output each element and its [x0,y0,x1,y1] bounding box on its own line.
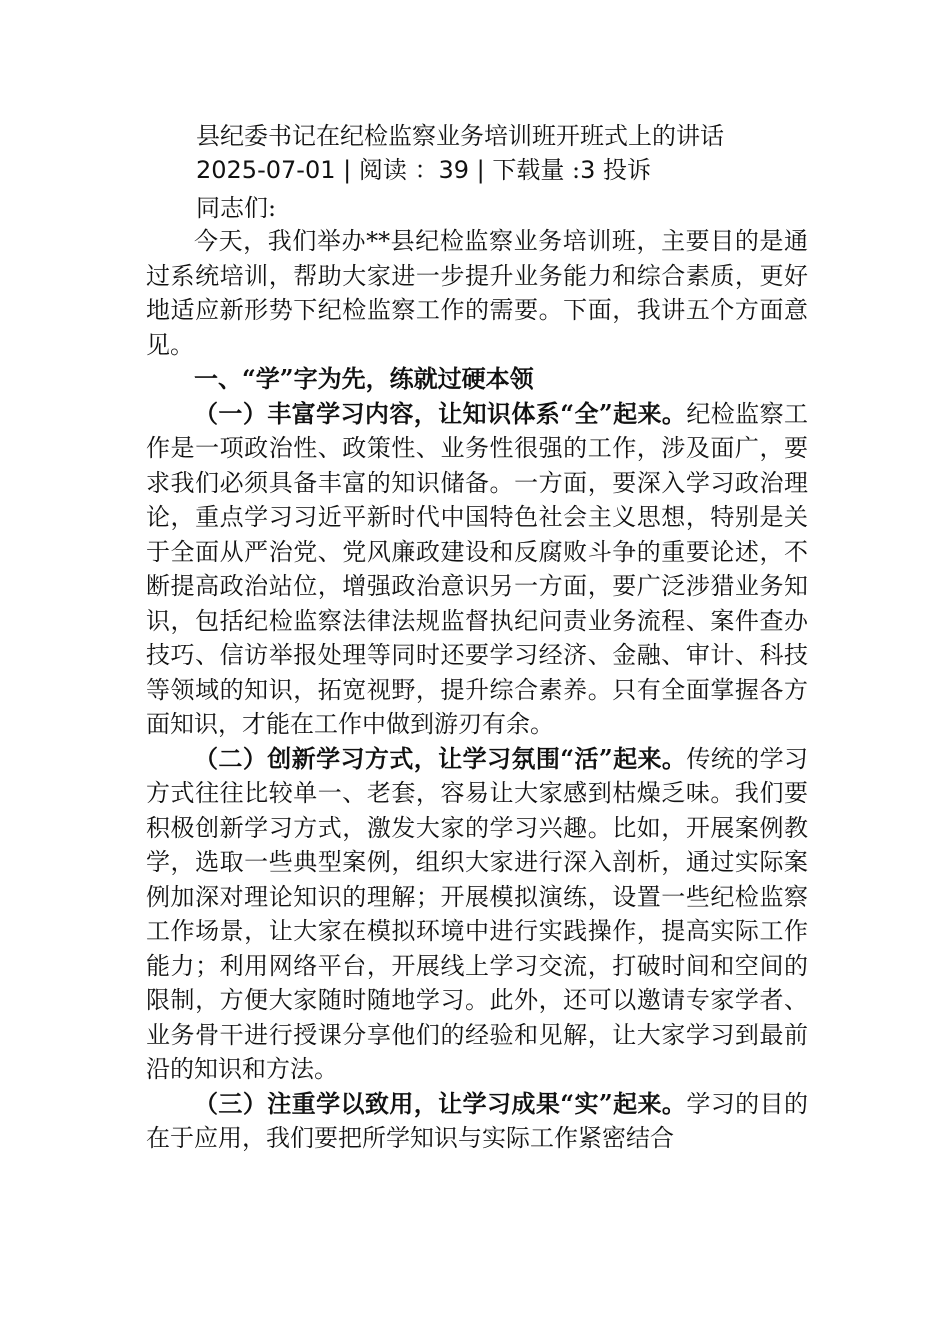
download-label: 下载量 : [492,156,581,184]
document-body [146,224,808,1156]
subsection-paragraph [146,742,808,1087]
meta-separator: | [476,156,493,184]
subsection-paragraph [146,397,808,742]
subsection-lead: （二）创新学习方式，让学习氛围“活”起来。 [194,743,687,773]
report-link[interactable]: 投诉 [603,156,652,184]
document-meta [196,152,651,188]
read-count: 39 [438,156,470,184]
document-title: 县纪委书记在纪检监察业务培训班开班式上的讲话 [196,122,724,150]
subsection-text: 传统的学习方式往往比较单一、老套，容易让大家感到枯燥乏味。我们要积极创新学习方式，激发大家的学习兴趣。比如，开展案例教学，选取一些典型案例，组织大家进行深入剖析，通过实际案例加深对理论知识的理解；开展模拟演练，设置一些纪检监察工作场景，让大家在模拟环境中进行实践操作，提高实际工作能力；利用网络平台，开展线上学习交流，打破时间和空间的限制，方便大家随时随地学习。此外，还可以邀请专家学者、业务骨干进行授课分享他们的经验和见解，让大家学习到最前沿的知识和方法。 [146,744,809,1083]
intro-paragraph: 今天，我们举办**县纪检监察业务培训班，主要目的是通过系统培训，帮助大家进一步提升业务能力和综合素质，更好地适应新形势下纪检监察工作的需要。下面，我讲五个方面意见。 [146,227,808,359]
section-heading: 一、“学”字为先，练就过硬本领 [194,364,534,393]
subsection-lead: （一）丰富学习内容，让知识体系“全”起来。 [194,398,687,428]
subsection-text: 纪检监察工作是一项政治性、政策性、业务性很强的工作，涉及面广，要求我们必须具备丰富的知识储备。一方面，要深入学习政治理论，重点学习习近平新时代中国特色社会主义思想，特别是关于全面从严治党、党风廉政建设和反腐败斗争的重要论述，不断提高政治站位，增强政治意识另一方面，要广泛涉猎业务知识，包括纪检监察法律法规监督执纪问责业务流程、案件查办技巧、信访举报处理等同时还要学习经济、金融、审计、科技等领域的知识，拓宽视野，提升综合素养。只有全面掌握各方面知识，才能在工作中做到游刃有余。 [146,399,809,738]
greeting: 同志们: [196,194,277,222]
meta-separator: | [343,156,359,184]
download-count: 3 [580,156,596,184]
read-label: 阅读 ： [358,156,439,184]
subsection-paragraph [146,1087,808,1156]
subsection-lead: （三）注重学以致用，让学习成果“实”起来。 [194,1088,687,1118]
subsection-text: 学习的目的在于应用，我们要把所学知识与实际工作紧密结合 [146,1089,809,1152]
publish-date: 2025-07-01 [196,156,336,184]
